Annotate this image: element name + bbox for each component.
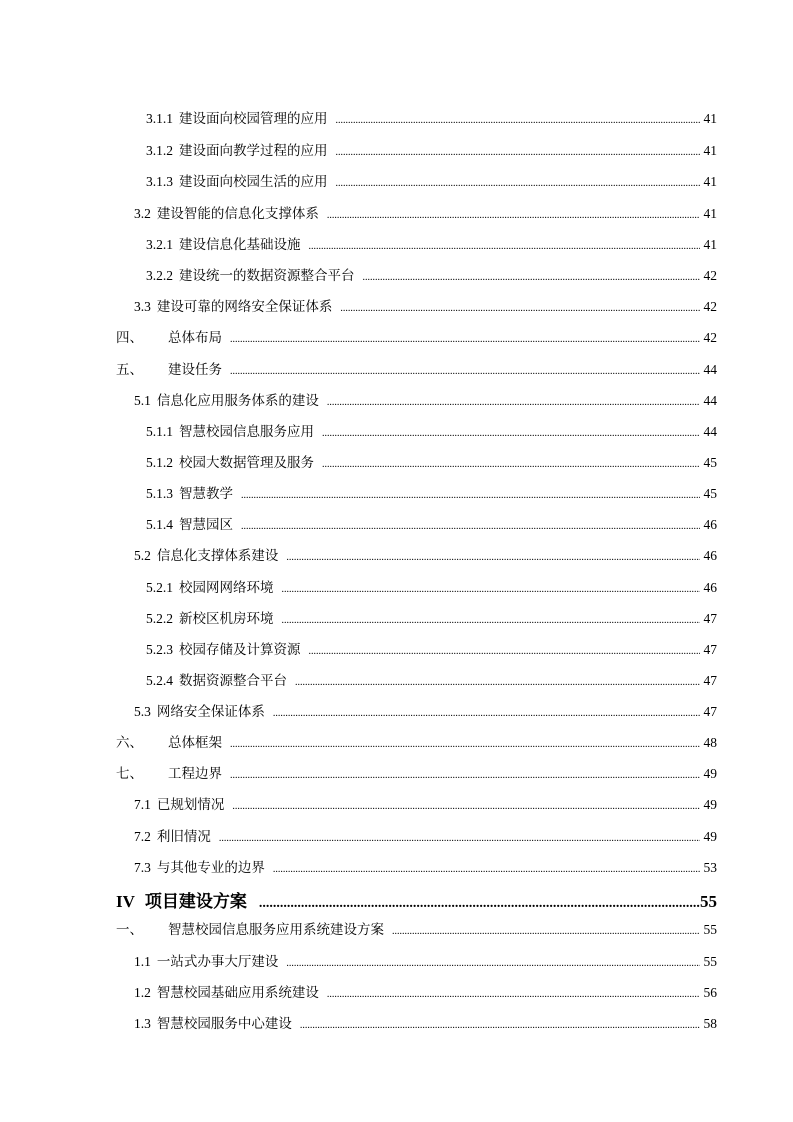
toc-entry[interactable] bbox=[116, 921, 717, 941]
toc-entry-page-number: 46 bbox=[703, 517, 717, 532]
toc-entry-page-number: 53 bbox=[703, 860, 717, 875]
dot-leader bbox=[340, 300, 700, 318]
toc-entry-number: 5.1.4 bbox=[146, 517, 173, 532]
toc-entry-page-number: 47 bbox=[703, 642, 717, 657]
toc-entry-title: 智慧校园基础应用系统建设 bbox=[156, 985, 319, 1000]
toc-entry-number: IV bbox=[116, 892, 135, 911]
toc-entry-number: 五、 bbox=[116, 362, 143, 377]
toc-entry-number: 5.2.3 bbox=[146, 642, 173, 657]
toc-entry-title: 建设面向校园生活的应用 bbox=[179, 174, 328, 189]
dot-leader bbox=[230, 363, 700, 381]
dot-leader bbox=[327, 207, 700, 225]
toc-entry[interactable] bbox=[116, 734, 717, 754]
toc-entry-title: 校园大数据管理及服务 bbox=[179, 455, 314, 470]
toc-entry-page-number: 42 bbox=[703, 330, 717, 345]
toc-entry[interactable] bbox=[146, 236, 717, 256]
toc-entry-number: 1.3 bbox=[134, 1016, 151, 1031]
toc-entry-title: 总体布局 bbox=[168, 330, 222, 345]
toc-entry-number: 3.3 bbox=[134, 299, 151, 314]
toc-entry-page-number: 41 bbox=[703, 174, 717, 189]
toc-entry-page-number: 49 bbox=[703, 829, 717, 844]
toc-entry-title: 信息化应用服务体系的建设 bbox=[156, 393, 319, 408]
toc-entry-number: 5.2.2 bbox=[146, 611, 173, 626]
toc-entry-title: 总体框架 bbox=[168, 735, 222, 750]
toc-entry[interactable] bbox=[134, 205, 717, 225]
toc-entry-title: 建设信息化基础设施 bbox=[179, 237, 301, 252]
toc-entry-page-number: 55 bbox=[703, 954, 717, 969]
toc-entry-number: 5.1.1 bbox=[146, 424, 173, 439]
toc-entry-number: 5.2.4 bbox=[146, 673, 173, 688]
toc-entry-title: 与其他专业的边界 bbox=[156, 860, 265, 875]
dot-leader bbox=[286, 955, 700, 973]
toc-entry[interactable] bbox=[134, 547, 717, 567]
toc-entry-page-number: 46 bbox=[703, 548, 717, 563]
toc-entry[interactable] bbox=[134, 953, 717, 973]
dot-leader bbox=[327, 394, 700, 412]
toc-entry-number: 5.1.3 bbox=[146, 486, 173, 501]
toc-entry-title: 校园存储及计算资源 bbox=[179, 642, 301, 657]
toc-entry-title: 智慧教学 bbox=[179, 486, 233, 501]
toc-entry-page-number: 58 bbox=[703, 1016, 717, 1031]
toc-entry-title: 建设任务 bbox=[168, 362, 222, 377]
toc-entry[interactable] bbox=[134, 1015, 717, 1035]
toc-entry-title: 网络安全保证体系 bbox=[156, 704, 265, 719]
toc-entry-title: 新校区机房环境 bbox=[179, 611, 274, 626]
toc-entry[interactable] bbox=[146, 110, 717, 130]
toc-entry-page-number: 41 bbox=[703, 111, 717, 126]
toc-entry-page-number: 44 bbox=[703, 393, 717, 408]
toc-entry-number: 3.1.3 bbox=[146, 174, 173, 189]
toc-entry-title: 建设智能的信息化支撑体系 bbox=[156, 206, 319, 221]
toc-entry[interactable] bbox=[134, 703, 717, 723]
toc-entry-title: 工程边界 bbox=[168, 766, 222, 781]
toc-entry-page-number: 41 bbox=[703, 206, 717, 221]
toc-entry-number: 3.2 bbox=[134, 206, 151, 221]
toc-entry[interactable] bbox=[134, 984, 717, 1004]
toc-entry-page-number: 55 bbox=[700, 892, 717, 911]
dot-leader bbox=[322, 425, 700, 443]
dot-leader bbox=[327, 986, 700, 1004]
toc-entry-page-number: 46 bbox=[703, 580, 717, 595]
toc-entry-title: 智慧校园服务中心建设 bbox=[156, 1016, 292, 1031]
toc-entry-title: 建设面向教学过程的应用 bbox=[179, 143, 328, 158]
dot-leader bbox=[273, 861, 700, 879]
toc-entry-page-number: 47 bbox=[703, 673, 717, 688]
toc-entry-title: 利旧情况 bbox=[156, 829, 211, 844]
toc-entry-title: 智慧校园信息服务应用 bbox=[179, 424, 314, 439]
toc-entry[interactable] bbox=[146, 454, 717, 474]
toc-entry[interactable] bbox=[116, 361, 717, 381]
toc-entry-number: 7.3 bbox=[134, 860, 151, 875]
toc-entry-page-number: 42 bbox=[703, 299, 717, 314]
toc-entry[interactable] bbox=[116, 765, 717, 785]
toc-entry-page-number: 41 bbox=[703, 237, 717, 252]
toc-entry-page-number: 47 bbox=[703, 611, 717, 626]
toc-entry-number: 5.1 bbox=[134, 393, 151, 408]
dot-leader bbox=[282, 581, 701, 599]
dot-leader bbox=[232, 798, 700, 816]
dot-leader bbox=[219, 830, 700, 848]
toc-entry-page-number: 41 bbox=[703, 143, 717, 158]
toc-entry[interactable] bbox=[146, 142, 717, 162]
toc-entry-page-number: 42 bbox=[703, 268, 717, 283]
toc-entry-number: 四、 bbox=[116, 330, 143, 345]
toc-entry-title: 智慧校园信息服务应用系统建设方案 bbox=[168, 922, 384, 937]
toc-entry-page-number: 44 bbox=[703, 362, 717, 377]
dot-leader bbox=[295, 674, 700, 692]
toc-entry-number: 5.1.2 bbox=[146, 455, 173, 470]
toc-entry-number: 1.2 bbox=[134, 985, 151, 1000]
toc-entry[interactable] bbox=[146, 516, 717, 536]
toc-entry-page-number: 49 bbox=[703, 766, 717, 781]
toc-entry[interactable] bbox=[146, 672, 717, 692]
dot-leader bbox=[230, 736, 700, 754]
dot-leader bbox=[230, 767, 700, 785]
toc-entry-number: 3.2.1 bbox=[146, 237, 173, 252]
toc-entry-title: 建设面向校园管理的应用 bbox=[179, 111, 328, 126]
dot-leader bbox=[336, 144, 701, 162]
toc-entry-title: 数据资源整合平台 bbox=[179, 673, 287, 688]
toc-entry-number: 3.1.1 bbox=[146, 111, 173, 126]
dot-leader bbox=[282, 612, 701, 630]
toc-entry-number: 1.1 bbox=[134, 954, 151, 969]
dot-leader bbox=[259, 893, 700, 915]
toc-entry[interactable] bbox=[134, 796, 717, 816]
toc-entry-title: 项目建设方案 bbox=[144, 892, 247, 911]
dot-leader bbox=[363, 269, 701, 287]
toc-entry[interactable] bbox=[146, 423, 717, 443]
dot-leader bbox=[336, 175, 701, 193]
dot-leader bbox=[273, 705, 700, 723]
toc-entry-number: 5.2.1 bbox=[146, 580, 173, 595]
toc-entry[interactable] bbox=[134, 298, 717, 318]
toc-entry-number: 六、 bbox=[116, 735, 143, 750]
toc-entry-number: 3.2.2 bbox=[146, 268, 173, 283]
toc-entry[interactable] bbox=[146, 485, 717, 505]
toc-entry-page-number: 56 bbox=[703, 985, 717, 1000]
dot-leader bbox=[392, 923, 700, 941]
toc-entry[interactable] bbox=[146, 579, 717, 599]
toc-entry[interactable] bbox=[116, 329, 717, 349]
toc-entry-number: 7.1 bbox=[134, 797, 151, 812]
toc-entry-number: 一、 bbox=[116, 922, 143, 937]
toc-entry[interactable] bbox=[146, 173, 717, 193]
toc-entry-page-number: 55 bbox=[703, 922, 717, 937]
toc-part-heading[interactable] bbox=[116, 891, 717, 915]
dot-leader bbox=[309, 643, 701, 661]
toc-entry-page-number: 47 bbox=[703, 704, 717, 719]
toc-entry-page-number: 45 bbox=[703, 486, 717, 501]
dot-leader bbox=[336, 112, 701, 130]
toc-entry-page-number: 48 bbox=[703, 735, 717, 750]
toc-entry-number: 5.2 bbox=[134, 548, 151, 563]
toc-entry-page-number: 49 bbox=[703, 797, 717, 812]
toc-entry-number: 7.2 bbox=[134, 829, 151, 844]
toc-entry-title: 建设统一的数据资源整合平台 bbox=[179, 268, 355, 283]
toc-entry[interactable] bbox=[134, 859, 717, 879]
dot-leader bbox=[300, 1017, 700, 1035]
toc-entry-number: 5.3 bbox=[134, 704, 151, 719]
dot-leader bbox=[241, 487, 700, 505]
toc-entry-title: 建设可靠的网络安全保证体系 bbox=[156, 299, 333, 314]
toc-entry[interactable] bbox=[134, 392, 717, 412]
toc-entry-page-number: 44 bbox=[703, 424, 717, 439]
toc-entry[interactable] bbox=[134, 828, 717, 848]
toc-entry-title: 校园网网络环境 bbox=[179, 580, 274, 595]
dot-leader bbox=[286, 549, 700, 567]
dot-leader bbox=[322, 456, 700, 474]
toc-entry-page-number: 45 bbox=[703, 455, 717, 470]
toc-entry[interactable] bbox=[146, 641, 717, 661]
toc-entry[interactable] bbox=[146, 610, 717, 630]
toc-entry-title: 一站式办事大厅建设 bbox=[156, 954, 279, 969]
toc-entry[interactable] bbox=[146, 267, 717, 287]
dot-leader bbox=[241, 518, 700, 536]
dot-leader bbox=[309, 238, 701, 256]
toc-entry-title: 智慧园区 bbox=[179, 517, 233, 532]
dot-leader bbox=[230, 331, 700, 349]
toc-entry-title: 信息化支撑体系建设 bbox=[156, 548, 279, 563]
toc-entry-number: 3.1.2 bbox=[146, 143, 173, 158]
toc-entry-number: 七、 bbox=[116, 766, 143, 781]
toc-entry-title: 已规划情况 bbox=[156, 797, 225, 812]
